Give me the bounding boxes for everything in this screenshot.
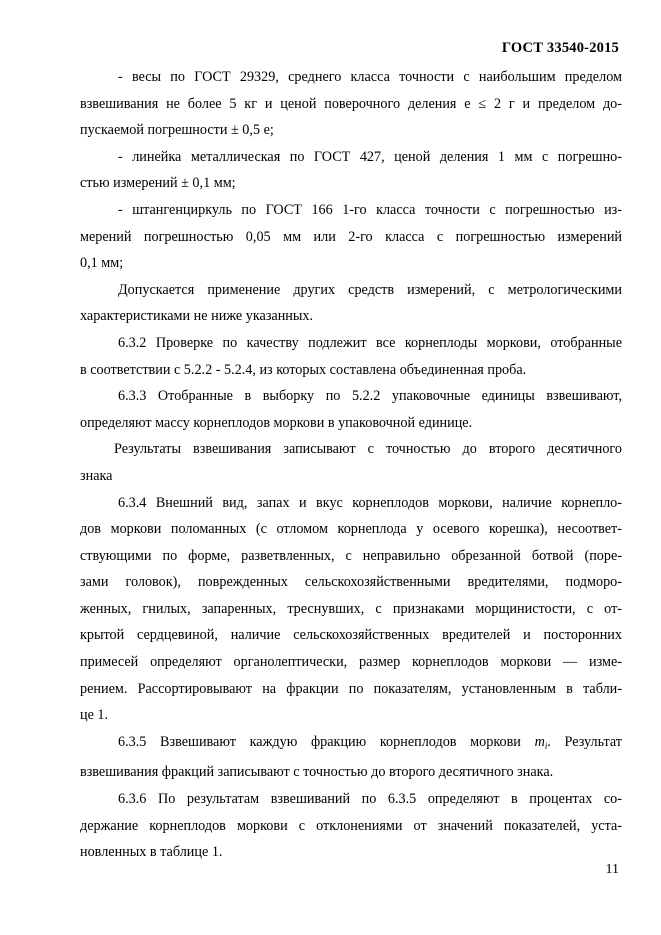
paragraph-other-instruments xyxy=(80,277,622,330)
text-line: це 1. xyxy=(80,707,109,724)
text-line: пускаемой погрешности ± 0,5 е; xyxy=(80,122,274,139)
text-line: взвешивания не более 5 кг и ценой поверочного деления е ≤ 2 г и пределом до- xyxy=(80,95,622,112)
paragraph-6-3-4 xyxy=(80,490,622,729)
text-line: новленных в таблице 1. xyxy=(80,844,223,861)
text-line: стью измерений ± 0,1 мм; xyxy=(80,175,236,192)
text-line: определяют массу корнеплодов моркови в упаковочной единице. xyxy=(80,414,473,431)
math-variable xyxy=(535,734,548,750)
text-line: 6.3.3 Отобранные в выборку по 5.2.2 упаковочные единицы взвешивают, xyxy=(118,388,622,405)
text-line: держание корнеплодов моркови с отклонениями от значений показателей, уста- xyxy=(80,817,622,834)
text-line: знака xyxy=(80,467,113,484)
document-body xyxy=(80,64,622,866)
text-line: Допускается применение других средств измерений, с метрологическими xyxy=(118,281,622,298)
text-line xyxy=(80,729,622,760)
paragraph-6-3-5 xyxy=(80,729,622,786)
text-line: - линейка металлическая по ГОСТ 427, ценой деления 1 мм с погрешно- xyxy=(118,148,622,165)
paragraph-scales xyxy=(80,64,622,144)
text-fragment: 6.3.5 Взвешивают каждую фракцию корнеплодов моркови xyxy=(118,733,521,750)
text-line: 6.3.2 Проверке по качеству подлежит все корнеплоды моркови, отобранные xyxy=(118,334,622,351)
text-line: женных, гнилых, запаренных, треснувших, с признаками морщинистости, с от- xyxy=(80,600,622,617)
text-line: - весы по ГОСТ 29329, среднего класса точности с наибольшим пределом xyxy=(118,69,622,85)
math-subscript: i xyxy=(544,740,548,751)
text-line: взвешивания фракций записывают с точностью до второго десятичного знака. xyxy=(80,764,554,781)
standard-designation: ГОСТ 33540-2015 xyxy=(501,40,619,56)
text-line: Результаты взвешивания записывают с точностью до второго десятичного xyxy=(114,441,622,458)
paragraph-6-3-2 xyxy=(80,330,622,383)
text-line: примесей определяют органолептически, размер корнеплодов моркови — изме- xyxy=(80,654,622,671)
text-line: крытой сердцевиной, наличие сельскохозяйственных вредителей и посторонних xyxy=(80,627,622,644)
math-variable-letter: m xyxy=(534,733,545,750)
text-line: характеристиками не ниже указанных. xyxy=(80,308,314,325)
text-line: 6.3.4 Внешний вид, запах и вкус корнеплодов моркови, наличие корнепло- xyxy=(118,494,622,511)
paragraph-weighing-results xyxy=(80,436,622,489)
text-line: в соответствии с 5.2.2 - 5.2.4, из которых составлена объединенная проба. xyxy=(80,361,527,378)
paragraph-caliper xyxy=(80,197,622,277)
text-line: ствующими по форме, разветвленных, с неправильно обрезанной ботвой (поре- xyxy=(80,547,622,564)
text-line: мерений погрешностью 0,05 мм или 2-го класса с погрешностью измерений xyxy=(80,228,622,245)
text-fragment: . Результат xyxy=(547,733,622,750)
paragraph-ruler xyxy=(80,144,622,197)
page-number: 11 xyxy=(605,862,619,877)
text-line: 0,1 мм; xyxy=(80,255,124,272)
paragraph-6-3-6 xyxy=(80,786,622,866)
text-line: дов моркови поломанных (с отломом корнеплода у осевого корешка), несоответ- xyxy=(80,521,622,538)
text-line: зами головок), поврежденных сельскохозяйственными вредителями, подморо- xyxy=(80,574,622,591)
text-line: - штангенциркуль по ГОСТ 166 1-го класса точности с погрешностью из- xyxy=(118,201,622,218)
text-line: 6.3.6 По результатам взвешиваний по 6.3.5 определяют в процентах со- xyxy=(118,791,622,808)
paragraph-6-3-3 xyxy=(80,383,622,436)
text-line: рением. Рассортировывают на фракции по показателям, установленным в табли- xyxy=(80,680,622,697)
